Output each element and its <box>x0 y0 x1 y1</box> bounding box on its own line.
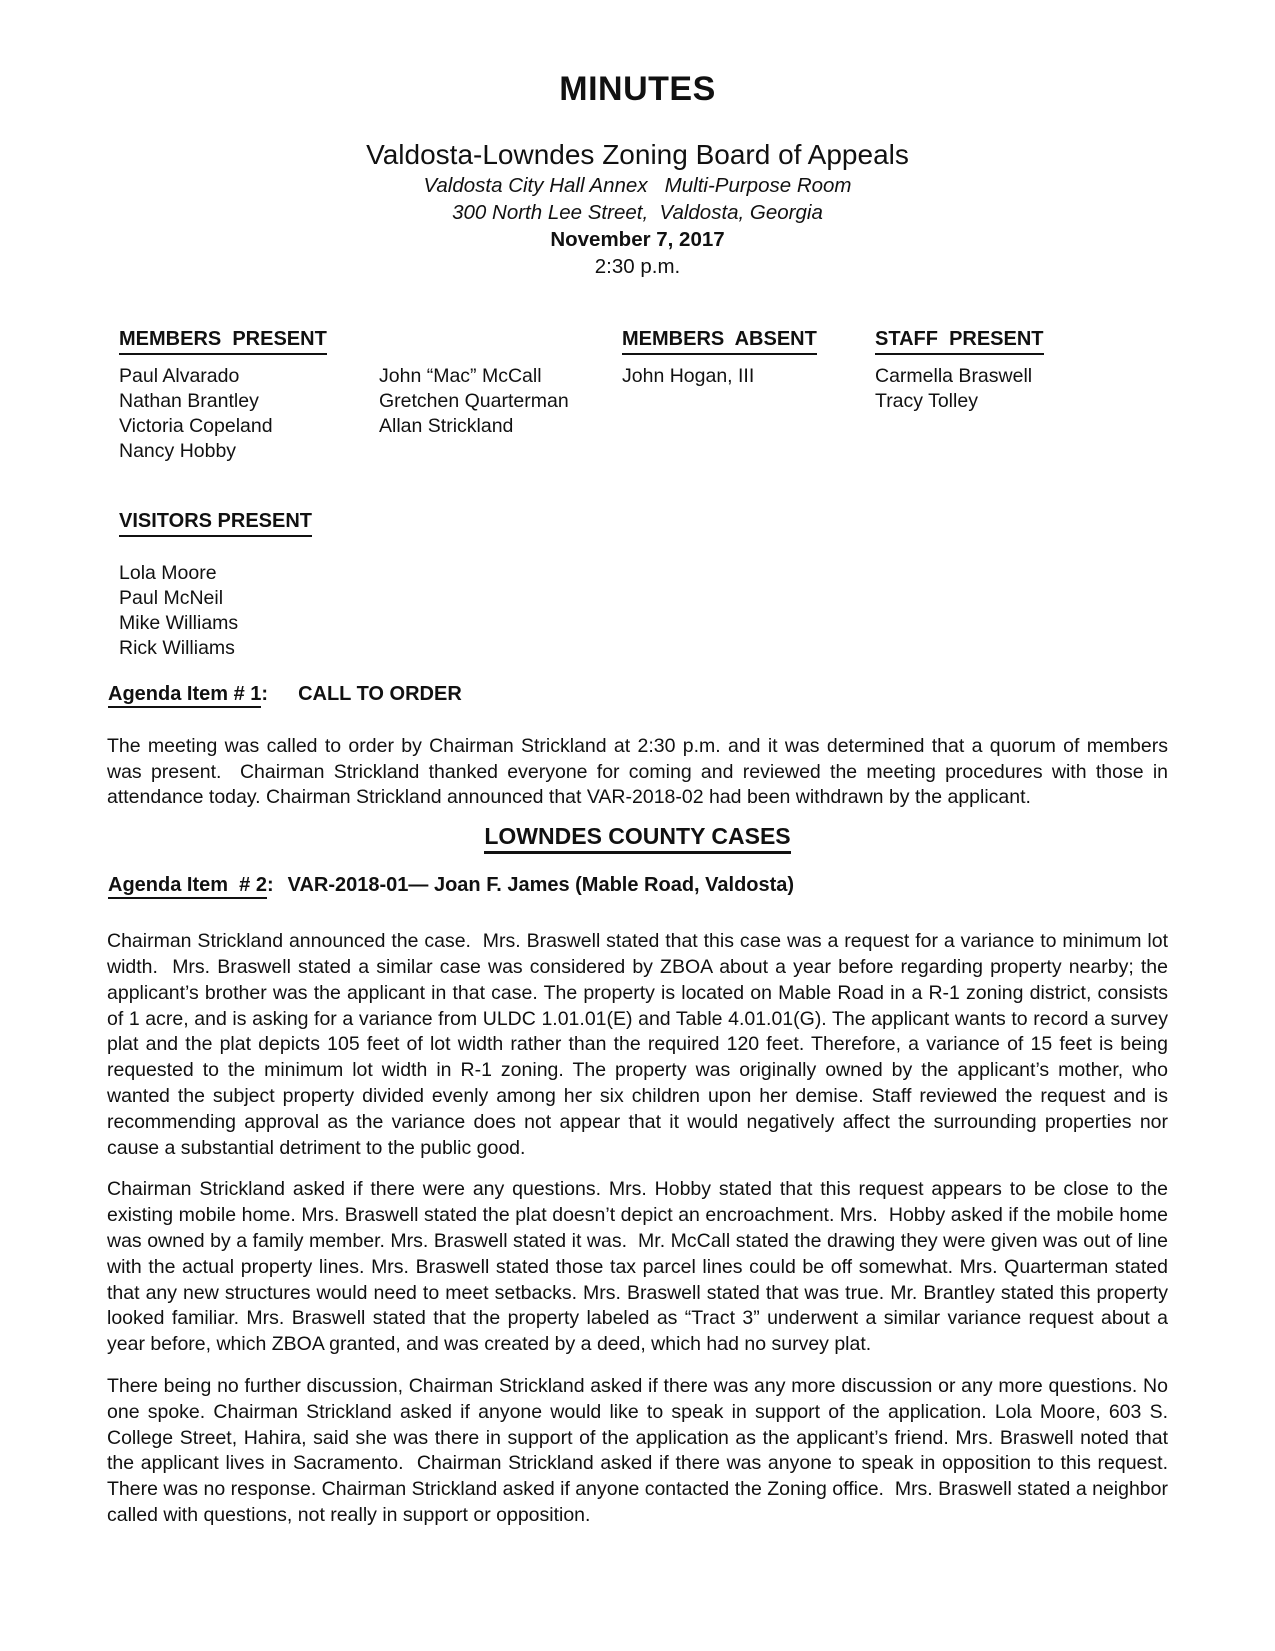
visitors-section <box>119 509 1168 661</box>
agenda-item-1-heading <box>108 681 1168 707</box>
board-discussion-paragraph: Chairman Strickland asked if there were any questions. Mrs. Hobby stated that this request appears to be close to the existing mobile home. Mrs. Braswell stated the plat doesn’t depict an encroachment. Mrs. Hobby asked if the mobile home was owned by a family member. Mrs. Braswell stated it was. Mr. McCall stated the drawing they were given was out of line with the actual property lines. Mrs. Braswell stated those tax parcel lines could be off somewhat. Mrs. Quarterman stated that any new structures would need to meet setbacks. Mrs. Braswell stated that was true. Mr. Brantley stated this property looked familiar. Mrs. Braswell stated that the property labeled as “Tract 3” underwent a similar variance request about a year before, which ZBOA granted, and was created by a deed, which had no survey plat. <box>107 1178 1174 1356</box>
member-name: Allan Strickland <box>379 414 514 437</box>
address-line: 300 North Lee Street, Valdosta, Georgia <box>452 200 823 224</box>
member-name: John “Mac” McCall <box>379 364 542 387</box>
member-name: Victoria Copeland <box>119 414 273 437</box>
agenda-item-1-colon: : <box>261 682 269 705</box>
county-cases-section-heading <box>107 822 1168 850</box>
agenda-item-1-title: CALL TO ORDER <box>298 682 462 705</box>
member-name: Gretchen Quarterman <box>379 389 569 412</box>
agenda-item-2-colon: : <box>266 874 274 897</box>
staff-present-names <box>875 364 1168 464</box>
members-present-subcolumn-2 <box>379 364 622 464</box>
visitors-present-heading: VISITORS PRESENT <box>119 509 312 537</box>
members-absent-names <box>622 364 875 464</box>
members-absent-column <box>622 327 875 355</box>
member-name: Nathan Brantley <box>119 389 259 412</box>
absent-member-name: John Hogan, III <box>622 364 755 387</box>
county-cases-heading-text: LOWNDES COUNTY CASES <box>484 823 790 854</box>
members-absent-heading: MEMBERS ABSENT <box>622 327 817 355</box>
visitor-name: Paul McNeil <box>119 586 224 609</box>
agenda-item-2-heading <box>108 872 1168 898</box>
agenda-item-1-label: Agenda Item # 1 <box>108 683 261 708</box>
agenda-item-2-label: Agenda Item # 2 <box>108 874 267 899</box>
visitor-name: Rick Williams <box>119 636 235 659</box>
visitor-name: Mike Williams <box>119 611 239 634</box>
staff-name: Carmella Braswell <box>875 364 1033 387</box>
case-summary-paragraph: Chairman Strickland announced the case. Mrs. Braswell stated that this case was a request for a variance to minimum lot width. Mrs. Braswell stated a similar case was considered by ZBOA about a year before regarding property nearby; the applicant’s brother was the applicant in that case. The property is located on Mable Road in a R-1 zoning district, consists of 1 acre, and is asking for a variance from ULDC 1.01.01(E) and Table 4.01.01(G). The applicant wants to record a survey plat and the plat depicts 105 feet of lot width rather than the required 120 feet. Therefore, a variance of 15 feet is being requested to the minimum lot width in R-1 zoning. The property was originally owned by the applicant’s mother, who wanted the subject property divided evenly among her six children upon her demise. Staff reviewed the request and is recommending approval as the variance does not appear that it would negatively affect the surrounding properties nor cause a substantial detriment to the public good. <box>107 930 1174 1159</box>
document-title: MINUTES <box>559 70 716 108</box>
members-present-subcolumn-1 <box>119 364 379 464</box>
attendance-section <box>119 327 1168 464</box>
venue-line: Valdosta City Hall Annex Multi-Purpose Room <box>423 173 852 197</box>
staff-present-column <box>875 327 1168 355</box>
meeting-date: November 7, 2017 <box>550 227 725 251</box>
meeting-time: 2:30 p.m. <box>594 254 681 278</box>
attendance-header-row <box>119 327 1168 355</box>
staff-present-heading: STAFF PRESENT <box>875 327 1044 355</box>
members-present-column <box>119 327 622 355</box>
member-name: Paul Alvarado <box>119 364 240 387</box>
public-comment-paragraph: There being no further discussion, Chairman Strickland asked if there was any more discussion or any more questions. No one spoke. Chairman Strickland asked if anyone would like to speak in support of the application. Lola Moore, 603 S. College Street, Hahira, said she was there in support of the application as the applicant’s friend. Mrs. Braswell noted that the applicant lives in Sacramento. Chairman Strickland asked if there was anyone to speak in opposition to this request. There was no response. Chairman Strickland asked if anyone contacted the Zoning office. Mrs. Braswell stated a neighbor called with questions, not really in support or opposition. <box>107 1374 1179 1526</box>
staff-name: Tracy Tolley <box>875 389 978 412</box>
attendance-names-row <box>119 364 1168 464</box>
visitor-name: Lola Moore <box>119 561 217 584</box>
call-to-order-paragraph: The meeting was called to order by Chairman Strickland at 2:30 p.m. and it was determined that a quorum of members was present. Chairman Strickland thanked everyone for coming and reviewed the meeting procedures with those in attendance today. Chairman Strickland announced that VAR-2018-02 had been withdrawn by the applicant. <box>107 734 1174 809</box>
agenda-item-2-title: VAR-2018-01— Joan F. James (Mable Road, Valdosta) <box>287 874 795 897</box>
visitor-names-list <box>119 561 1168 661</box>
members-present-heading: MEMBERS PRESENT <box>119 327 327 355</box>
organization-name: Valdosta-Lowndes Zoning Board of Appeals <box>366 138 909 170</box>
members-present-subcolumns <box>119 364 622 464</box>
members-present-names <box>119 364 622 464</box>
member-name: Nancy Hobby <box>119 439 237 462</box>
